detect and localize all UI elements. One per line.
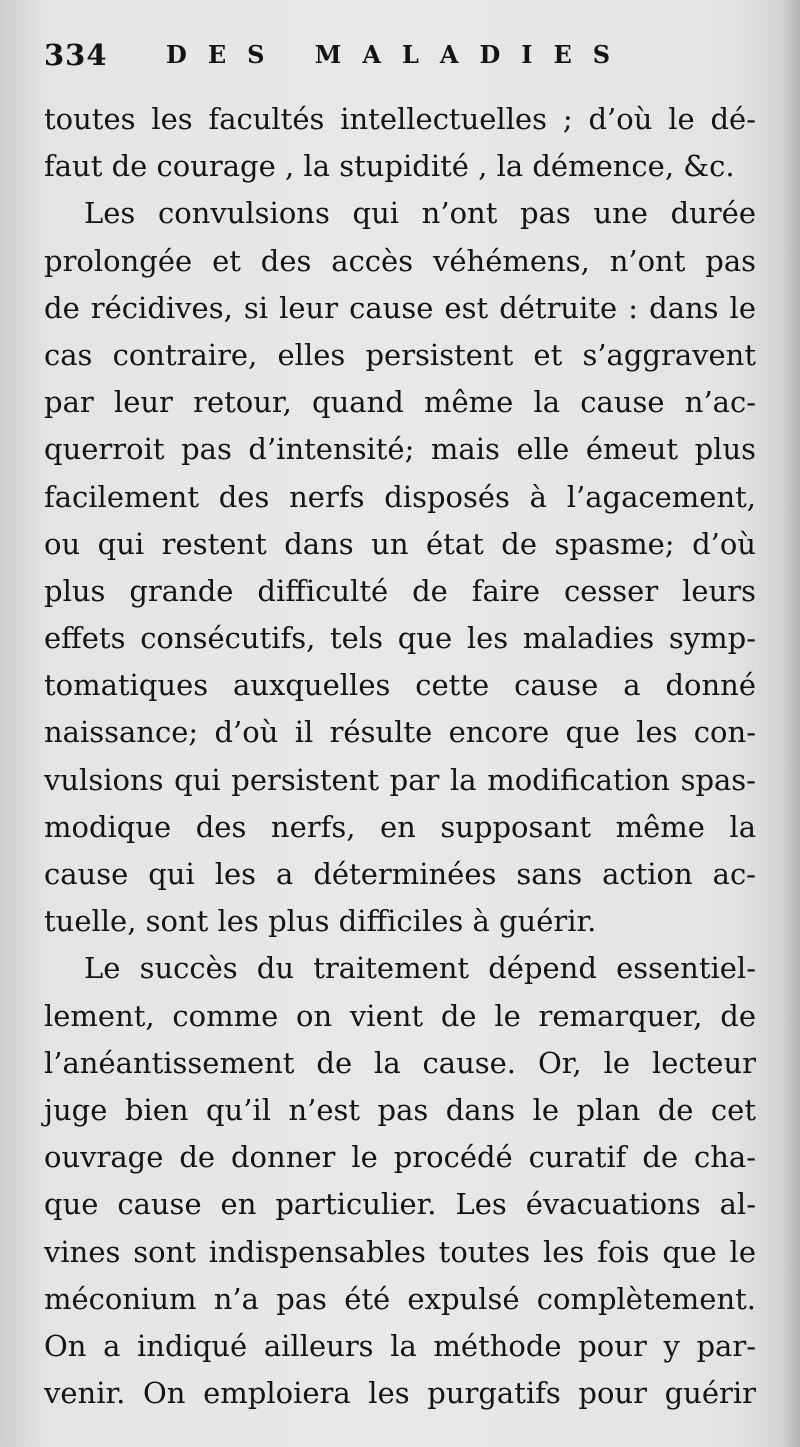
page-edge-shadow [782,0,800,1447]
text-line: méconium n’a pas été expulsé complètement. [44,1281,756,1316]
running-head: DES MALADIES [166,40,632,69]
text-line: querroit pas d’intensité; mais elle émeut plus [44,432,756,467]
text-line: Les convulsions qui n’ont pas une durée [84,196,756,231]
page-header [44,38,764,88]
text-line: par leur retour, quand même la cause n’ac- [44,385,756,420]
text-line: que cause en particulier. Les évacuations al- [44,1187,756,1222]
text-line: Le succès du traitement dépend essentiel- [84,951,756,986]
text-line: l’anéantissement de la cause. Or, le lecteur [44,1045,756,1080]
text-line: plus grande difficulté de faire cesser leurs [44,573,756,608]
body-text [44,96,756,1417]
text-line: prolongée et des accès véhémens, n’ont pas [44,243,756,278]
text-line: effets consécutifs, tels que les maladies symp- [44,621,756,656]
text-line: ou qui restent dans un état de spasme; d’où [44,526,756,561]
text-line: vines sont indispensables toutes les fois que le [44,1234,756,1269]
text-line: facilement des nerfs disposés à l’agacement, [44,479,756,514]
text-line: cause qui les a déterminées sans action ac- [44,857,756,891]
text-line: vulsions qui persistent par la modification spas- [44,762,756,797]
page-number: 334 [44,38,108,72]
text-line: de récidives, si leur cause est détruite : dans le [44,290,756,325]
text-line: juge bien qu’il n’est pas dans le plan de cet [44,1092,756,1127]
text-line: faut de courage , la stupidité , la démence, &c. [44,149,735,184]
text-line: tuelle, sont les plus difficiles à guérir. [44,904,597,939]
text-line: lement, comme on vient de le remarquer, de [44,998,756,1033]
text-line: cas contraire, elles persistent et s’aggravent [44,337,756,372]
text-line: On a indiqué ailleurs la méthode pour y par- [44,1328,756,1363]
text-line: toutes les facultés intellectuelles ; d’où le dé- [44,102,756,136]
text-line: venir. On emploiera les purgatifs pour guérir [44,1376,756,1411]
text-line: ouvrage de donner le procédé curatif de cha- [44,1140,756,1175]
text-line: modique des nerfs, en supposant même la [44,809,756,844]
text-line: naissance; d’où il résulte encore que les con- [44,715,756,750]
text-line: tomatiques auxquelles cette cause a donné [44,668,756,703]
